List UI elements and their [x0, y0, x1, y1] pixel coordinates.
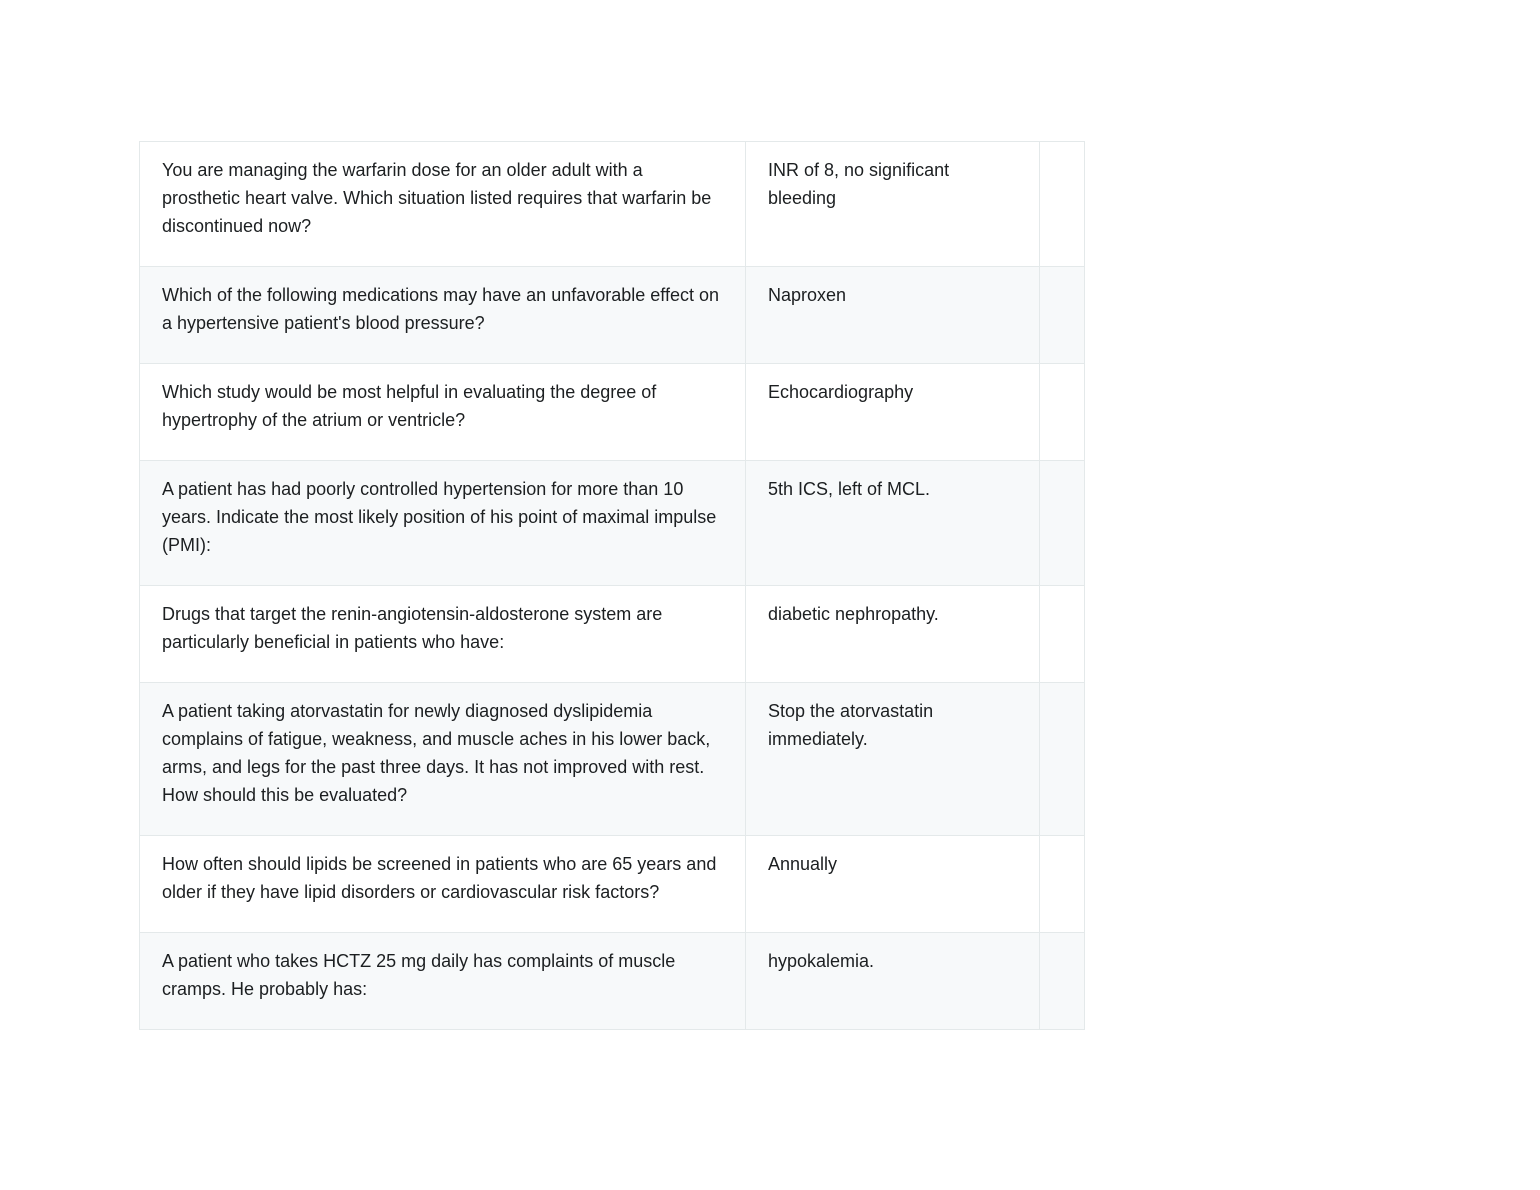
question-cell: A patient taking atorvastatin for newly diagnosed dyslipidemia complains of fatigue, weakness, and muscle aches in his lower back, arms, and legs for the past three days. It has not improved with rest. How should this be evaluated? [140, 683, 746, 836]
table-row [140, 933, 1085, 1030]
empty-cell [1040, 933, 1085, 1030]
question-cell: You are managing the warfarin dose for an older adult with a prosthetic heart valve. Which situation listed requires that warfarin be discontinued now? [140, 142, 746, 267]
table-row [140, 461, 1085, 586]
answer-cell: Naproxen [746, 267, 1040, 364]
table-row [140, 364, 1085, 461]
answer-cell: diabetic nephropathy. [746, 586, 1040, 683]
empty-cell [1040, 142, 1085, 267]
question-cell: A patient has had poorly controlled hypertension for more than 10 years. Indicate the most likely position of his point of maximal impulse (PMI): [140, 461, 746, 586]
answer-cell: INR of 8, no significant bleeding [746, 142, 1040, 267]
answer-cell: hypokalemia. [746, 933, 1040, 1030]
question-cell: Drugs that target the renin-angiotensin-aldosterone system are particularly beneficial in patients who have: [140, 586, 746, 683]
table-row [140, 683, 1085, 836]
answer-cell: 5th ICS, left of MCL. [746, 461, 1040, 586]
table-row [140, 142, 1085, 267]
question-cell: Which study would be most helpful in evaluating the degree of hypertrophy of the atrium or ventricle? [140, 364, 746, 461]
table-row [140, 836, 1085, 933]
empty-cell [1040, 586, 1085, 683]
empty-cell [1040, 461, 1085, 586]
empty-cell [1040, 364, 1085, 461]
question-cell: Which of the following medications may have an unfavorable effect on a hypertensive patient's blood pressure? [140, 267, 746, 364]
empty-cell [1040, 836, 1085, 933]
question-cell: How often should lipids be screened in patients who are 65 years and older if they have lipid disorders or cardiovascular risk factors? [140, 836, 746, 933]
empty-cell [1040, 267, 1085, 364]
question-cell: A patient who takes HCTZ 25 mg daily has complaints of muscle cramps. He probably has: [140, 933, 746, 1030]
table-row [140, 267, 1085, 364]
answer-cell: Annually [746, 836, 1040, 933]
flashcard-table [139, 141, 1085, 1030]
answer-cell: Echocardiography [746, 364, 1040, 461]
table-row [140, 586, 1085, 683]
empty-cell [1040, 683, 1085, 836]
answer-cell: Stop the atorvastatin immediately. [746, 683, 1040, 836]
